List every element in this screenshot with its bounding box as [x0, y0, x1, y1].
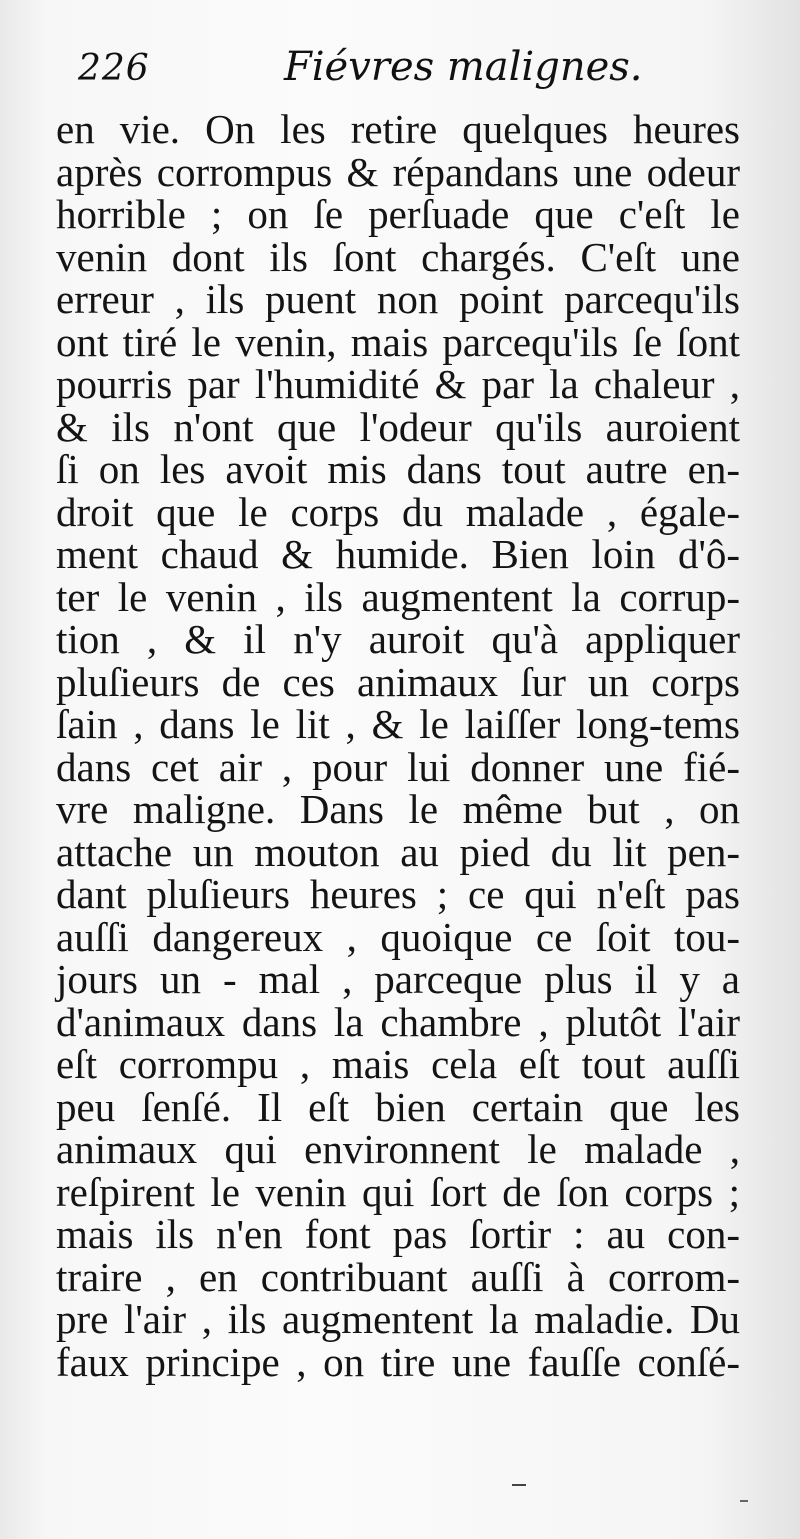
- text-line: pluſieurs de ces animaux ſur un corps: [56, 658, 740, 705]
- text-line: traire , en contribuant auſſi à corrom-: [56, 1253, 740, 1300]
- text-line: dans cet air , pour lui donner une fié-: [56, 743, 740, 790]
- text-line: attache un mouton au pied du lit pen-: [56, 828, 740, 875]
- text-line: ſain , dans le lit , & le laiſſer long-tems: [56, 701, 740, 747]
- text-line: mais ils n'en font pas ſortir : au con-: [56, 1211, 740, 1257]
- body-text: [56, 108, 740, 1383]
- text-line: pre l'air , ils augmentent la maladie. Du: [56, 1296, 740, 1342]
- ink-speck: [512, 1484, 526, 1486]
- page-number: 226: [78, 48, 150, 89]
- text-line: horrible ; on ſe perſuade que c'eſt le: [56, 191, 740, 237]
- text-line: ment chaud & humide. Bien loin d'ô-: [56, 531, 740, 577]
- text-line: faux principe , on tire une fauſſe conſé-: [56, 1338, 740, 1385]
- text-line: erreur , ils puent non point parcequ'ils: [56, 276, 740, 322]
- text-line: venin dont ils ſont chargés. C'eſt une: [56, 233, 740, 280]
- text-line: eſt corrompu , mais cela eſt tout auſſi: [56, 1041, 740, 1087]
- text-line: en vie. On les retire quelques heures: [56, 106, 740, 152]
- text-line: ſi on les avoit mis dans tout autre en-: [56, 446, 740, 492]
- running-title: Fiévres malignes.: [284, 44, 643, 90]
- running-head: [78, 44, 738, 104]
- text-line: droit que le corps du malade , égale-: [56, 488, 740, 535]
- text-line: d'animaux dans la chambre , plutôt l'air: [56, 998, 740, 1045]
- text-line: & ils n'ont que l'odeur qu'ils auroient: [56, 403, 740, 450]
- text-line: ter le venin , ils augmentent la corrup-: [56, 573, 740, 620]
- text-line: peu ſenſé. Il eſt bien certain que les: [56, 1083, 740, 1130]
- text-line: vre maligne. Dans le même but , on: [56, 786, 740, 832]
- text-line: jours un - mal , parceque plus il y a: [56, 956, 740, 1002]
- text-line: auſſi dangereux , quoique ce ſoit tou-: [56, 913, 740, 960]
- text-line: tion , & il n'y auroit qu'à appliquer: [56, 616, 740, 662]
- text-line: animaux qui environnent le malade ,: [56, 1126, 740, 1172]
- ink-speck: [740, 1500, 748, 1502]
- text-line: pourris par l'humidité & par la chaleur ,: [56, 361, 740, 407]
- text-line: après corrompus & répandans une odeur: [56, 148, 740, 195]
- text-line: ont tiré le venin, mais parcequ'ils ſe ſont: [56, 318, 740, 365]
- text-line: dant pluſieurs heures ; ce qui n'eſt pas: [56, 871, 740, 917]
- text-line: reſpirent le venin qui ſort de ſon corps ;: [56, 1168, 740, 1215]
